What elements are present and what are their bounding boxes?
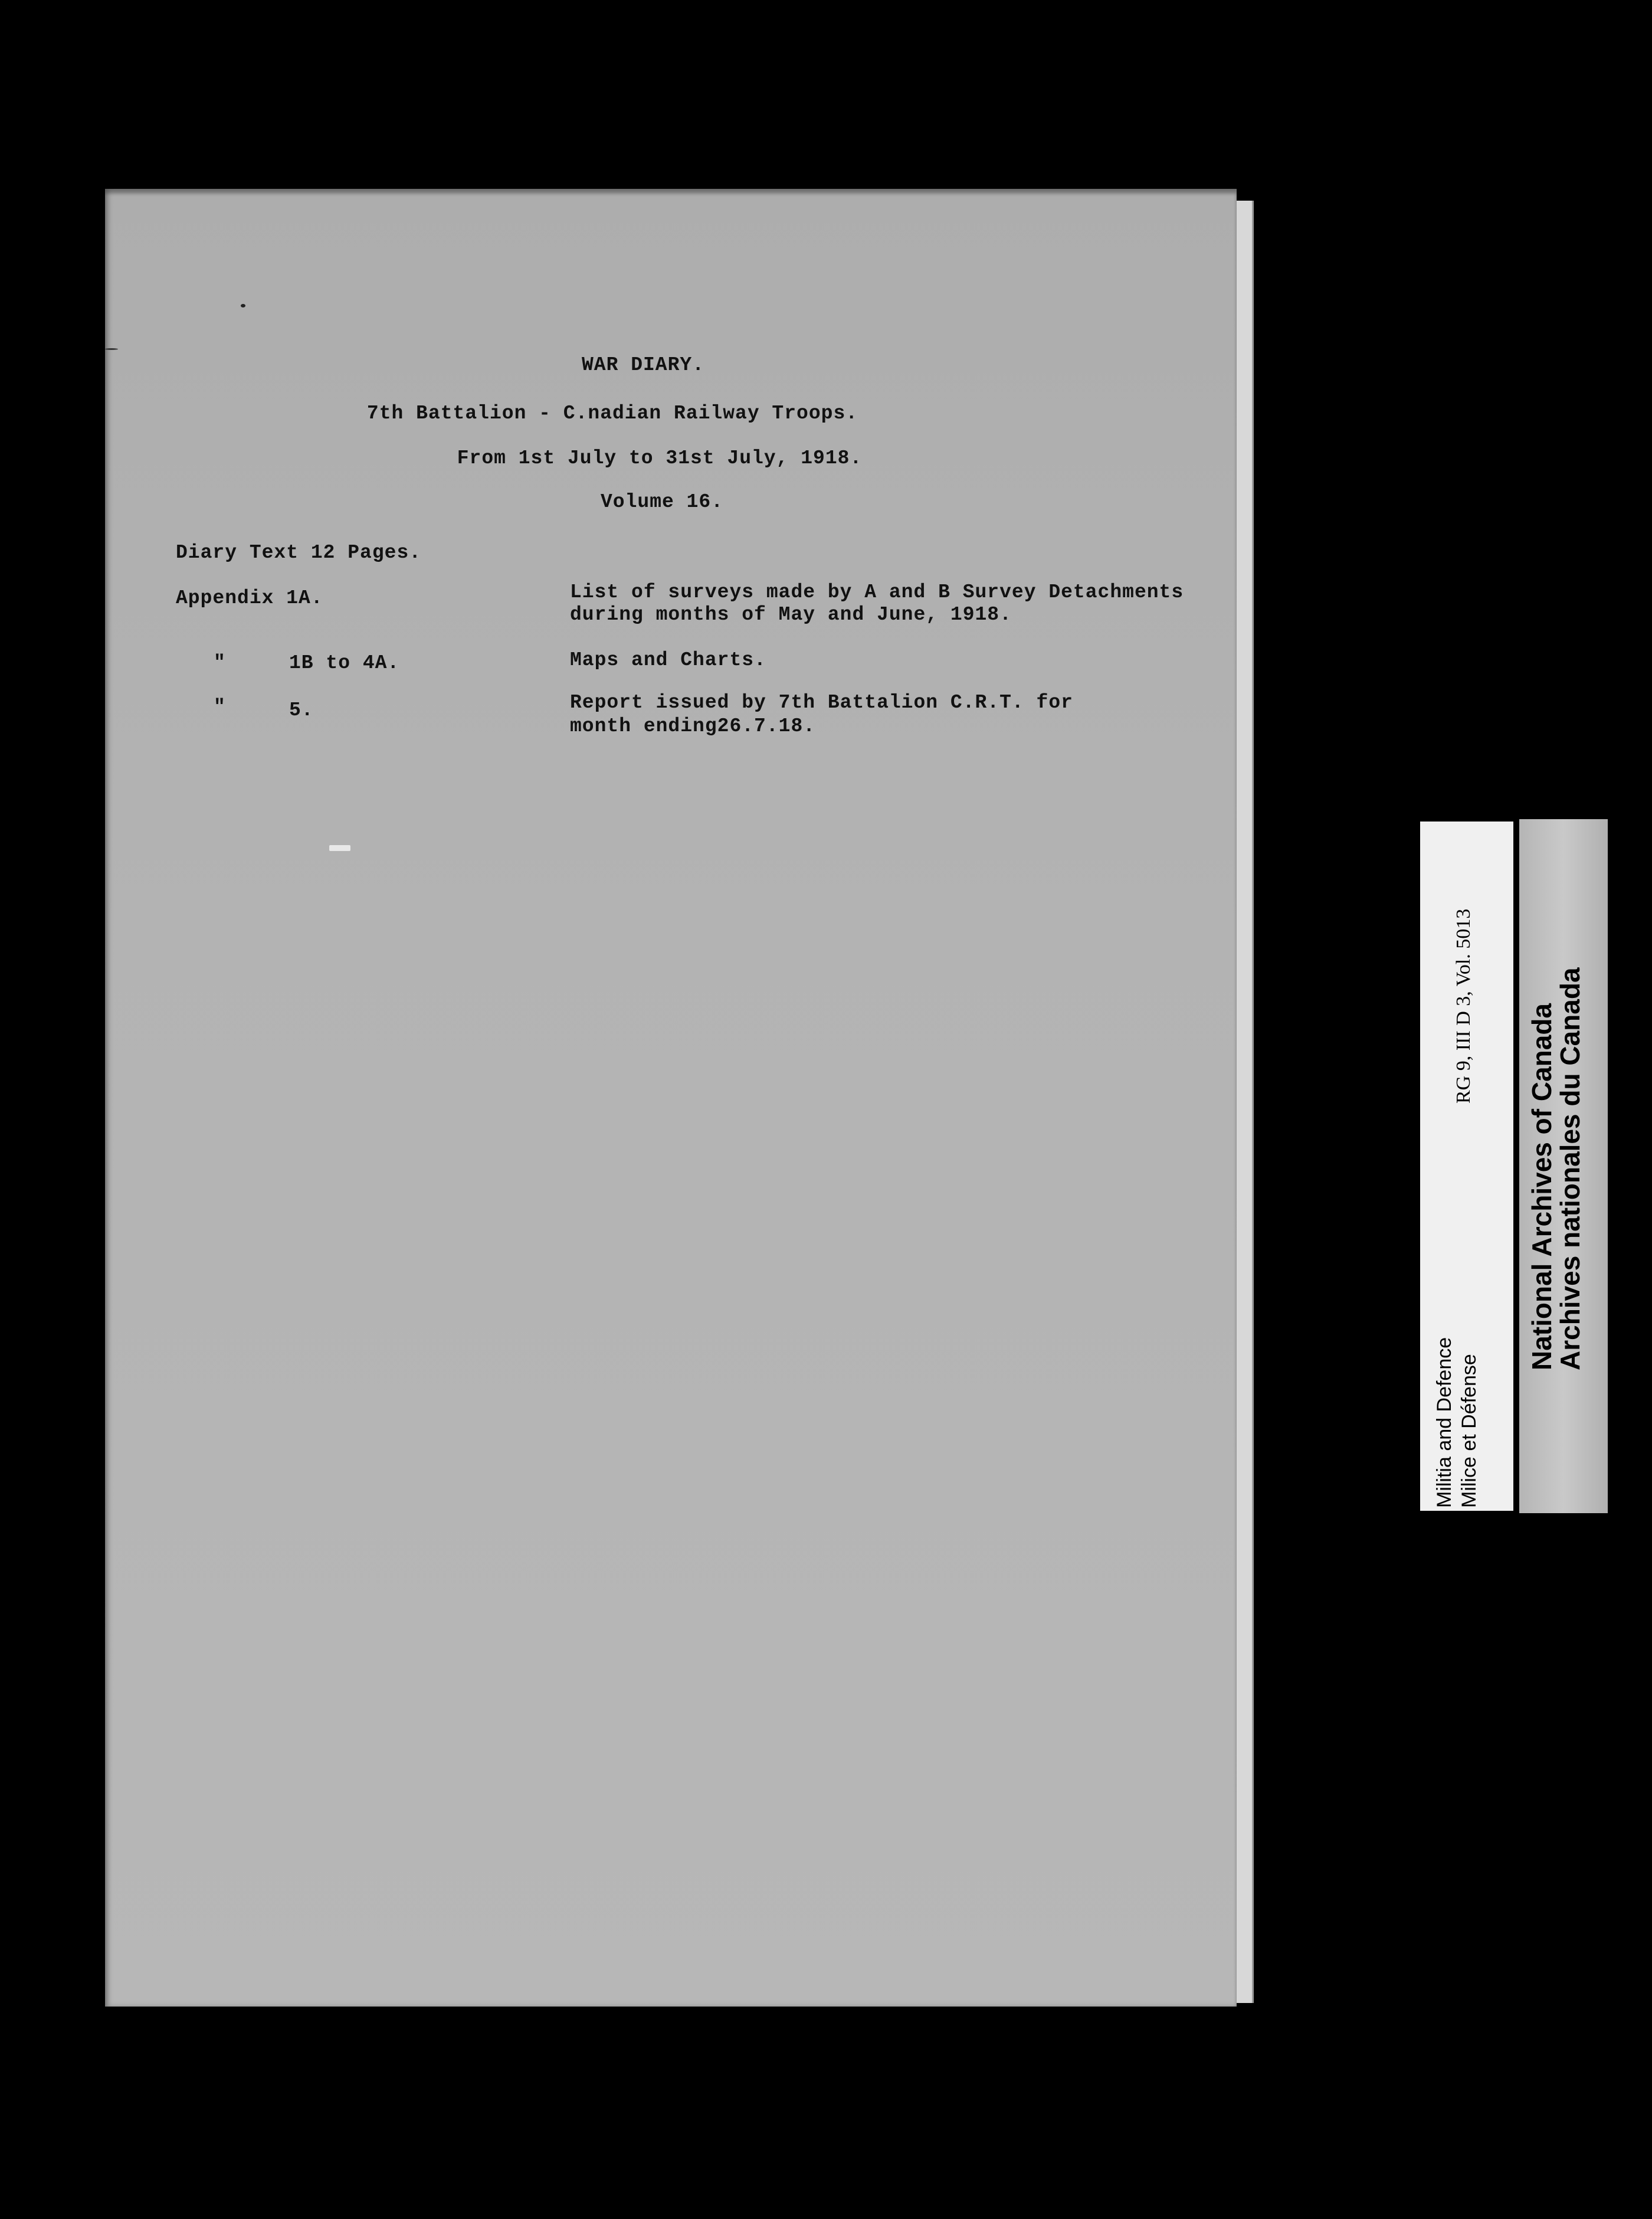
appendix-ref: 1B to 4A. — [289, 652, 400, 674]
appendix-ref: 5. — [289, 699, 314, 721]
period-line: From 1st July to 31st July, 1918. — [457, 447, 863, 469]
paper-mark — [329, 845, 350, 851]
institution-en: National Archives of Canada — [1526, 1003, 1557, 1370]
unit-line: 7th Battalion - C.nadian Railway Troops. — [366, 402, 858, 424]
ditto-mark: " — [214, 696, 226, 718]
appendix-desc: List of surveys made by A and B Survey Detachments — [570, 581, 1184, 603]
institution-fr: Archives nationales du Canada — [1555, 967, 1585, 1370]
diary-text-line: Diary Text 12 Pages. — [176, 542, 422, 564]
diary-title: WAR DIARY. — [581, 354, 705, 376]
appendix-desc: Report issued by 7th Battalion C.R.T. for — [570, 692, 1073, 714]
paper-mark — [105, 348, 118, 350]
paper-speck — [241, 304, 245, 307]
department-fr: Milice et Défense — [1458, 1354, 1480, 1508]
appendix-desc: month ending26.7.18. — [570, 715, 816, 737]
volume-line: Volume 16. — [600, 491, 724, 513]
appendix-desc: Maps and Charts. — [570, 649, 766, 671]
archive-reference: RG 9, III D 3, Vol. 5013 — [1453, 908, 1474, 1104]
appendix-ref: Appendix 1A. — [176, 587, 323, 609]
department-en: Militia and Defence — [1433, 1337, 1456, 1508]
ditto-mark: " — [214, 652, 226, 674]
appendix-desc: during months of May and June, 1918. — [570, 604, 1012, 626]
